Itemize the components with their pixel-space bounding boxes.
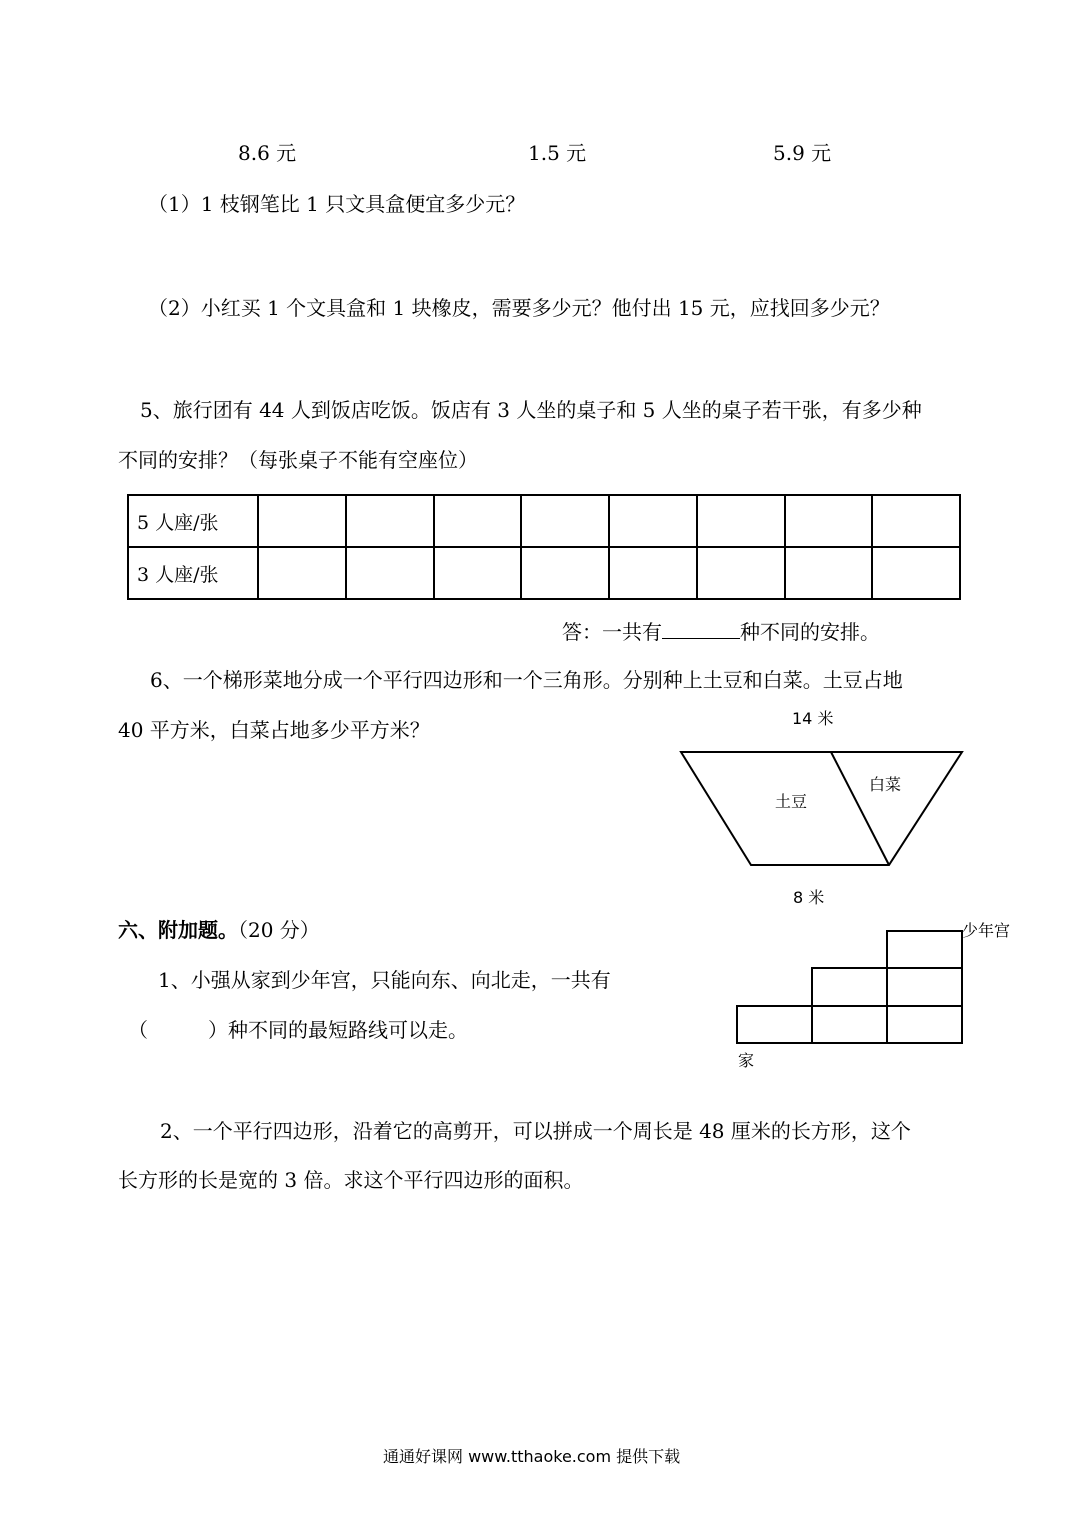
extra-2-line-2: 长方形的长是宽的 3 倍。求这个平行四边形的面积。 [118, 1168, 584, 1192]
price-3: 5.9 元 [773, 141, 832, 165]
cabbage-label: 白菜 [869, 775, 902, 794]
extra-1-line-1: 1、小强从家到少年宫，只能向东、向北走，一共有 [158, 968, 611, 992]
home-label: 家 [738, 1051, 755, 1070]
grid-cell [812, 968, 887, 1006]
question-5-line-1: 5、旅行团有 44 人到饭店吃饭。饭店有 3 人坐的桌子和 5 人坐的桌子若干张，有多少种 [140, 398, 922, 422]
question-4-1: （1）1 枝钢笔比 1 只文具盒便宜多少元？ [148, 192, 526, 216]
footer-text: 通通好课网 www.tthaoke.com 提供下载 [383, 1447, 681, 1466]
row-header-5-seat: 5 人座/张 [128, 495, 258, 547]
youth-palace-label: 少年宫 [962, 921, 1011, 940]
price-1: 8.6 元 [238, 141, 297, 165]
section-6-title: 六、附加题。 [118, 918, 238, 942]
row-header-3-seat: 3 人座/张 [128, 547, 258, 599]
section-6-score: （20 分） [238, 918, 320, 942]
question-4-2: （2）小红买 1 个文具盒和 1 块橡皮，需要多少元？他付出 15 元，应找回多少元？ [148, 296, 890, 320]
answer-suffix: 种不同的安排。 [740, 620, 880, 644]
trapezoid-bottom-label: 8 米 [793, 888, 825, 907]
price-2: 1.5 元 [528, 141, 587, 165]
grid-cell [812, 1006, 887, 1043]
question-6-line-2: 40 平方米，白菜占地多少平方米？ [118, 718, 430, 742]
grid-cell [887, 1006, 962, 1043]
question-5-line-2: 不同的安排？（每张桌子不能有空座位） [118, 448, 478, 472]
grid-cell [887, 931, 962, 968]
potato-label: 土豆 [775, 792, 808, 811]
grid-cell [737, 1006, 812, 1043]
answer-prefix: 答：一共有 [562, 620, 662, 644]
trapezoid-top-label: 14 米 [792, 709, 834, 728]
question-6-line-1: 6、一个梯形菜地分成一个平行四边形和一个三角形。分别种上土豆和白菜。土豆占地 [150, 668, 903, 692]
extra-1-line-2: （ ）种不同的最短路线可以走。 [128, 1018, 468, 1042]
grid-cell [887, 968, 962, 1006]
extra-2-line-1: 2、一个平行四边形，沿着它的高剪开，可以拼成一个周长是 48 厘米的长方形，这个 [160, 1119, 911, 1143]
